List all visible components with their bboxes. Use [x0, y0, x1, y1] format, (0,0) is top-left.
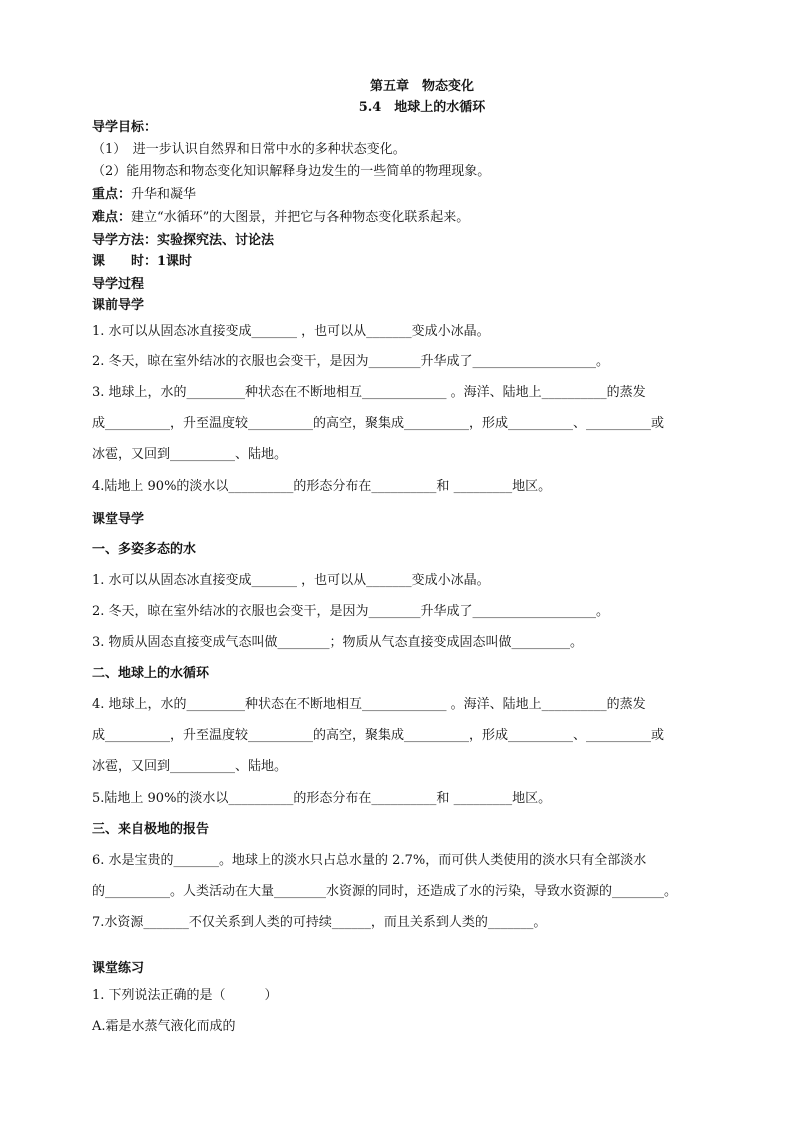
difficulty: 难点：建立“水循环”的大图景，并把它与各种物态变化联系起来。: [92, 210, 470, 225]
in-class-q5: 5.陆地上 90%的淡水以__________的形态分布在__________和 _________地区。: [92, 791, 552, 806]
in-class-q4-line3: 冰雹，又回到__________、陆地。: [92, 759, 288, 774]
pre-class-q3-line2: 成__________，升至温度较__________的高空，聚集成__________，形成__________、__________或: [92, 416, 665, 431]
class-period: 课 时：1课时: [92, 254, 193, 269]
pre-class-q1: 1. 水可以从固态冰直接变成_______ ，也可以从_______变成小冰晶。: [92, 324, 490, 339]
goal-item-1: （1） 进一步认识自然界和日常中水的多种状态变化。: [92, 142, 406, 157]
pre-class-heading: 课前导学: [92, 298, 145, 313]
in-class-q6-line2: 的__________。人类活动在大量________水资源的同时，还造成了水的污染，导致水资源的________。: [92, 884, 678, 899]
goal-item-2: （2）能用物态和物态变化知识解释身边发生的一些简单的物理现象。: [92, 164, 491, 179]
method: 导学方法：实验探究法、讨论法: [92, 233, 275, 248]
chapter-title: 第五章 物态变化: [369, 79, 474, 94]
in-class-q4-line1: 4. 地球上，水的_________种状态在不断地相互_____________ 。海洋、陆地上__________的蒸发: [92, 697, 646, 712]
in-class-q6-line1: 6. 水是宝贵的_______。地球上的淡水只占总水量的 2.7%，而可供人类使用的淡水只有全部淡水: [92, 853, 647, 868]
in-class-q4-line2: 成__________，升至温度较__________的高空，聚集成__________，形成__________、__________或: [92, 728, 665, 743]
key-point: 重点：升华和凝华: [92, 187, 197, 202]
process-heading: 导学过程: [92, 277, 145, 292]
in-class-q3: 3. 物质从固态直接变成气态叫做________；物质从气态直接变成固态叫做_________。: [92, 635, 584, 650]
goals-heading: 导学目标：: [92, 120, 158, 135]
pre-class-q3-line1: 3. 地球上，水的_________种状态在不断地相互_____________ 。海洋、陆地上__________的蒸发: [92, 385, 646, 400]
pre-class-q3-line3: 冰雹，又回到__________、陆地。: [92, 447, 288, 462]
practice-q1: 1. 下列说法正确的是（ ）: [92, 988, 278, 1003]
in-class-q1: 1. 水可以从固态冰直接变成_______ ，也可以从_______变成小冰晶。: [92, 573, 490, 588]
pre-class-q4: 4.陆地上 90%的淡水以__________的形态分布在__________和 _________地区。: [92, 479, 552, 494]
practice-option-a: A.霜是水蒸气液化而成的: [92, 1019, 236, 1034]
in-class-q7: 7.水资源_______不仅关系到人类的可持续______，而且关系到人类的_______。: [92, 915, 547, 930]
part3-heading: 三、来自极地的报告: [92, 822, 210, 837]
pre-class-q2: 2. 冬天，晾在室外结冰的衣服也会变干，是因为________升华成了___________________。: [92, 354, 610, 369]
section-title: 5.4 地球上的水循环: [358, 100, 486, 115]
part2-heading: 二、地球上的水循环: [92, 666, 210, 681]
practice-heading: 课堂练习: [92, 961, 145, 976]
in-class-q2: 2. 冬天，晾在室外结冰的衣服也会变干，是因为________升华成了___________________。: [92, 604, 610, 619]
part1-heading: 一、多姿多态的水: [92, 542, 197, 557]
in-class-heading: 课堂导学: [92, 512, 145, 527]
